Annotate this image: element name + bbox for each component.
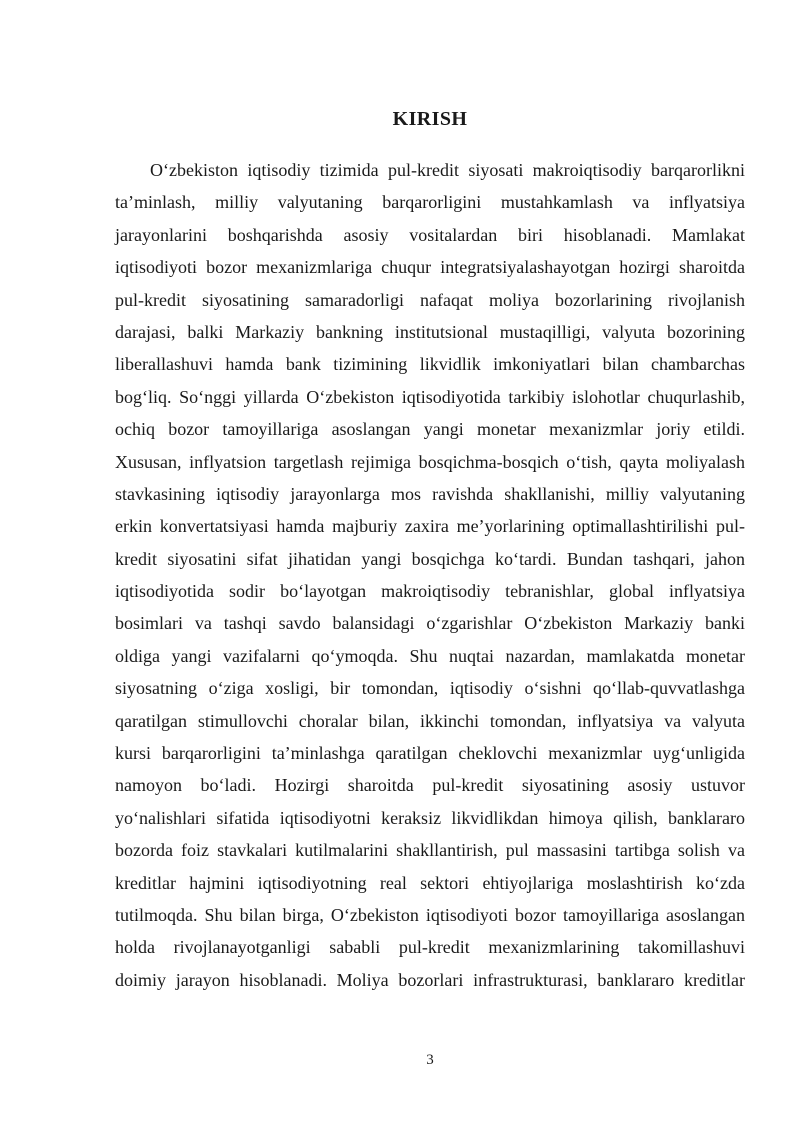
paragraph-line: qaratilgan stimullovchi choralar bilan, ikkinchi tomondan, inflyatsiya va valyuta: [115, 710, 745, 731]
paragraph-line: erkin konvertatsiyasi hamda majburiy zaxira me’yorlarining optimallashtirilishi pul-: [115, 516, 745, 537]
paragraph-line: iqtisodiyoti bozor mexanizmlariga chuqur integratsiyalashayotgan hozirgi sharoitda: [115, 257, 745, 278]
paragraph-line: ochiq bozor tamoyillariga asoslangan yangi monetar mexanizmlar joriy etildi.: [115, 419, 745, 440]
paragraph-line: stavkasining iqtisodiy jarayonlarga mos ravishda shakllanishi, milliy valyutaning: [115, 483, 745, 504]
paragraph-line: ta’minlash, milliy valyutaning barqarorligini mustahkamlash va inflyatsiya: [115, 192, 745, 213]
paragraph-line: kursi barqarorligini ta’minlashga qaratilgan cheklovchi mexanizmlar uyg‘unligida: [115, 743, 745, 764]
paragraph-line: liberallashuvi hamda bank tizimining likvidlik imkoniyatlari bilan chambarchas: [115, 354, 745, 375]
paragraph-line: oldiga yangi vazifalarni qo‘ymoqda. Shu nuqtai nazardan, mamlakatda monetar: [115, 645, 745, 666]
intro-paragraph: [115, 154, 745, 996]
paragraph-line: jarayonlarini boshqarishda asosiy vositalardan biri hisoblanadi. Mamlakat: [115, 224, 745, 245]
page-number: 3: [426, 1052, 434, 1068]
paragraph-line: doimiy jarayon hisoblanadi. Moliya bozorlari infrastrukturasi, banklararo kreditlar: [115, 969, 745, 990]
paragraph-line: iqtisodiyotida sodir bo‘layotgan makroiqtisodiy tebranishlar, global inflyatsiya: [115, 581, 745, 602]
paragraph-line: kredit siyosatini sifat jihatidan yangi bosqichga ko‘tardi. Bundan tashqari, jahon: [115, 548, 745, 569]
paragraph-line: bozorda foiz stavkalari kutilmalarini shakllantirish, pul massasini tartibga solish va: [115, 840, 745, 861]
paragraph-line: O‘zbekiston iqtisodiy tizimida pul-kredit siyosati makroiqtisodiy barqarorlikni: [150, 160, 745, 180]
paragraph-line: bog‘liq. So‘nggi yillarda O‘zbekiston iqtisodiyotida tarkibiy islohotlar chuqurlashib,: [115, 386, 745, 407]
page-title: KIRISH: [392, 108, 468, 130]
paragraph-line: darajasi, balki Markaziy bankning institutsional mustaqilligi, valyuta bozorining: [115, 321, 745, 342]
paragraph-line: yo‘nalishlari sifatida iqtisodiyotni keraksiz likvidlikdan himoya qilish, banklararo: [115, 807, 745, 828]
paragraph-line: pul-kredit siyosatining samaradorligi nafaqat moliya bozorlarining rivojlanish: [115, 289, 745, 310]
paragraph-line: Xususan, inflyatsion targetlash rejimiga bosqichma-bosqich o‘tish, qayta moliyalash: [115, 451, 745, 472]
paragraph-line: namoyon bo‘ladi. Hozirgi sharoitda pul-kredit siyosatining asosiy ustuvor: [115, 775, 745, 796]
paragraph-line: holda rivojlanayotganligi sababli pul-kredit mexanizmlarining takomillashuvi: [115, 937, 745, 958]
paragraph-line: tutilmoqda. Shu bilan birga, O‘zbekiston iqtisodiyoti bozor tamoyillariga asoslangan: [115, 904, 745, 925]
paragraph-line: bosimlari va tashqi savdo balansidagi o‘zgarishlar O‘zbekiston Markaziy banki: [115, 613, 745, 634]
paragraph-line: kreditlar hajmini iqtisodiyotning real sektori ehtiyojlariga moslashtirish ko‘zda: [115, 872, 745, 893]
paragraph-line: siyosatning o‘ziga xosligi, bir tomondan, iqtisodiy o‘sishni qo‘llab-quvvatlashga: [115, 678, 745, 699]
